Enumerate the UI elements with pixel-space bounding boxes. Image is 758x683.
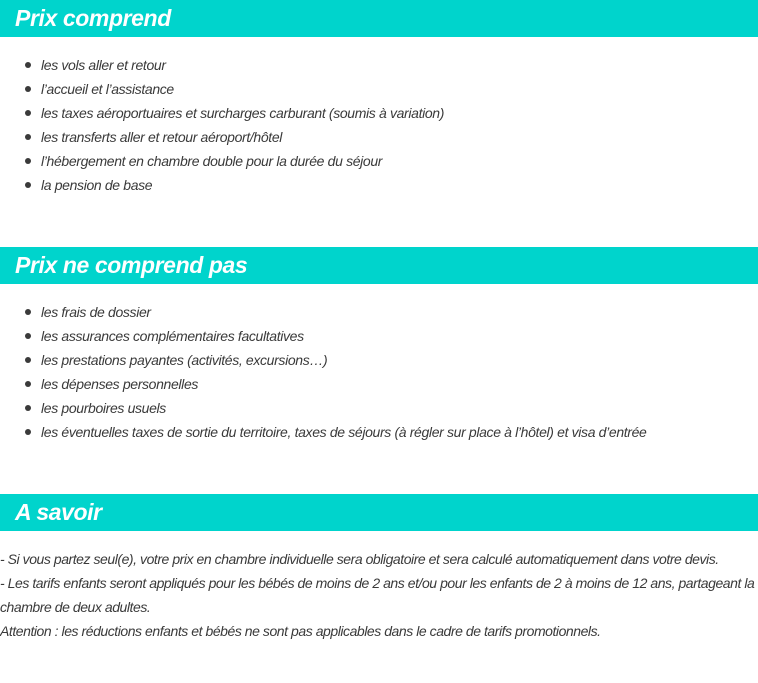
bullet-icon xyxy=(25,86,31,92)
excluded-list xyxy=(0,300,646,444)
bullet-icon xyxy=(25,110,31,116)
bullet-icon xyxy=(25,381,31,387)
section-header-prix-comprend xyxy=(0,0,758,37)
bullet-icon xyxy=(25,158,31,164)
bullet-icon xyxy=(25,357,31,363)
list-item: les dépenses personnelles xyxy=(0,372,646,396)
section-title: Prix ne comprend pas xyxy=(15,252,248,278)
section-title: A savoir xyxy=(15,499,102,525)
section-header-prix-ne-comprend-pas xyxy=(0,247,758,284)
section-title: Prix comprend xyxy=(15,5,171,31)
section-header-a-savoir xyxy=(0,494,758,531)
paragraph: Attention : les réductions enfants et bébés ne sont pas applicables dans le cadre de tarifs promotionnels. xyxy=(0,623,601,639)
bullet-icon xyxy=(25,62,31,68)
bullet-icon xyxy=(25,182,31,188)
paragraph: - Les tarifs enfants seront appliqués pour les bébés de moins de 2 ans et/ou pour les enfants de 2 à moins de 12 ans, partageant la chambre de deux adultes. xyxy=(0,575,755,615)
list-item: la pension de base xyxy=(0,173,444,197)
bullet-icon xyxy=(25,429,31,435)
bullet-icon xyxy=(25,134,31,140)
list-item: l’hébergement en chambre double pour la durée du séjour xyxy=(0,149,444,173)
list-item: les éventuelles taxes de sortie du territoire, taxes de séjours (à régler sur place à l’hôtel) et visa d’entrée xyxy=(0,420,646,444)
bullet-icon xyxy=(25,333,31,339)
list-item: les frais de dossier xyxy=(0,300,646,324)
list-item: l’accueil et l’assistance xyxy=(0,77,444,101)
list-item: les transferts aller et retour aéroport/hôtel xyxy=(0,125,444,149)
paragraph: - Si vous partez seul(e), votre prix en chambre individuelle sera obligatoire et sera calculé automatiquement dans votre devis. xyxy=(0,551,719,567)
included-list xyxy=(0,53,444,197)
bullet-icon xyxy=(25,405,31,411)
list-item: les prestations payantes (activités, excursions…) xyxy=(0,348,646,372)
bullet-icon xyxy=(25,309,31,315)
list-item: les taxes aéroportuaires et surcharges carburant (soumis à variation) xyxy=(0,101,444,125)
list-item: les vols aller et retour xyxy=(0,53,444,77)
a-savoir-text xyxy=(0,547,758,643)
list-item: les pourboires usuels xyxy=(0,396,646,420)
list-item: les assurances complémentaires facultatives xyxy=(0,324,646,348)
